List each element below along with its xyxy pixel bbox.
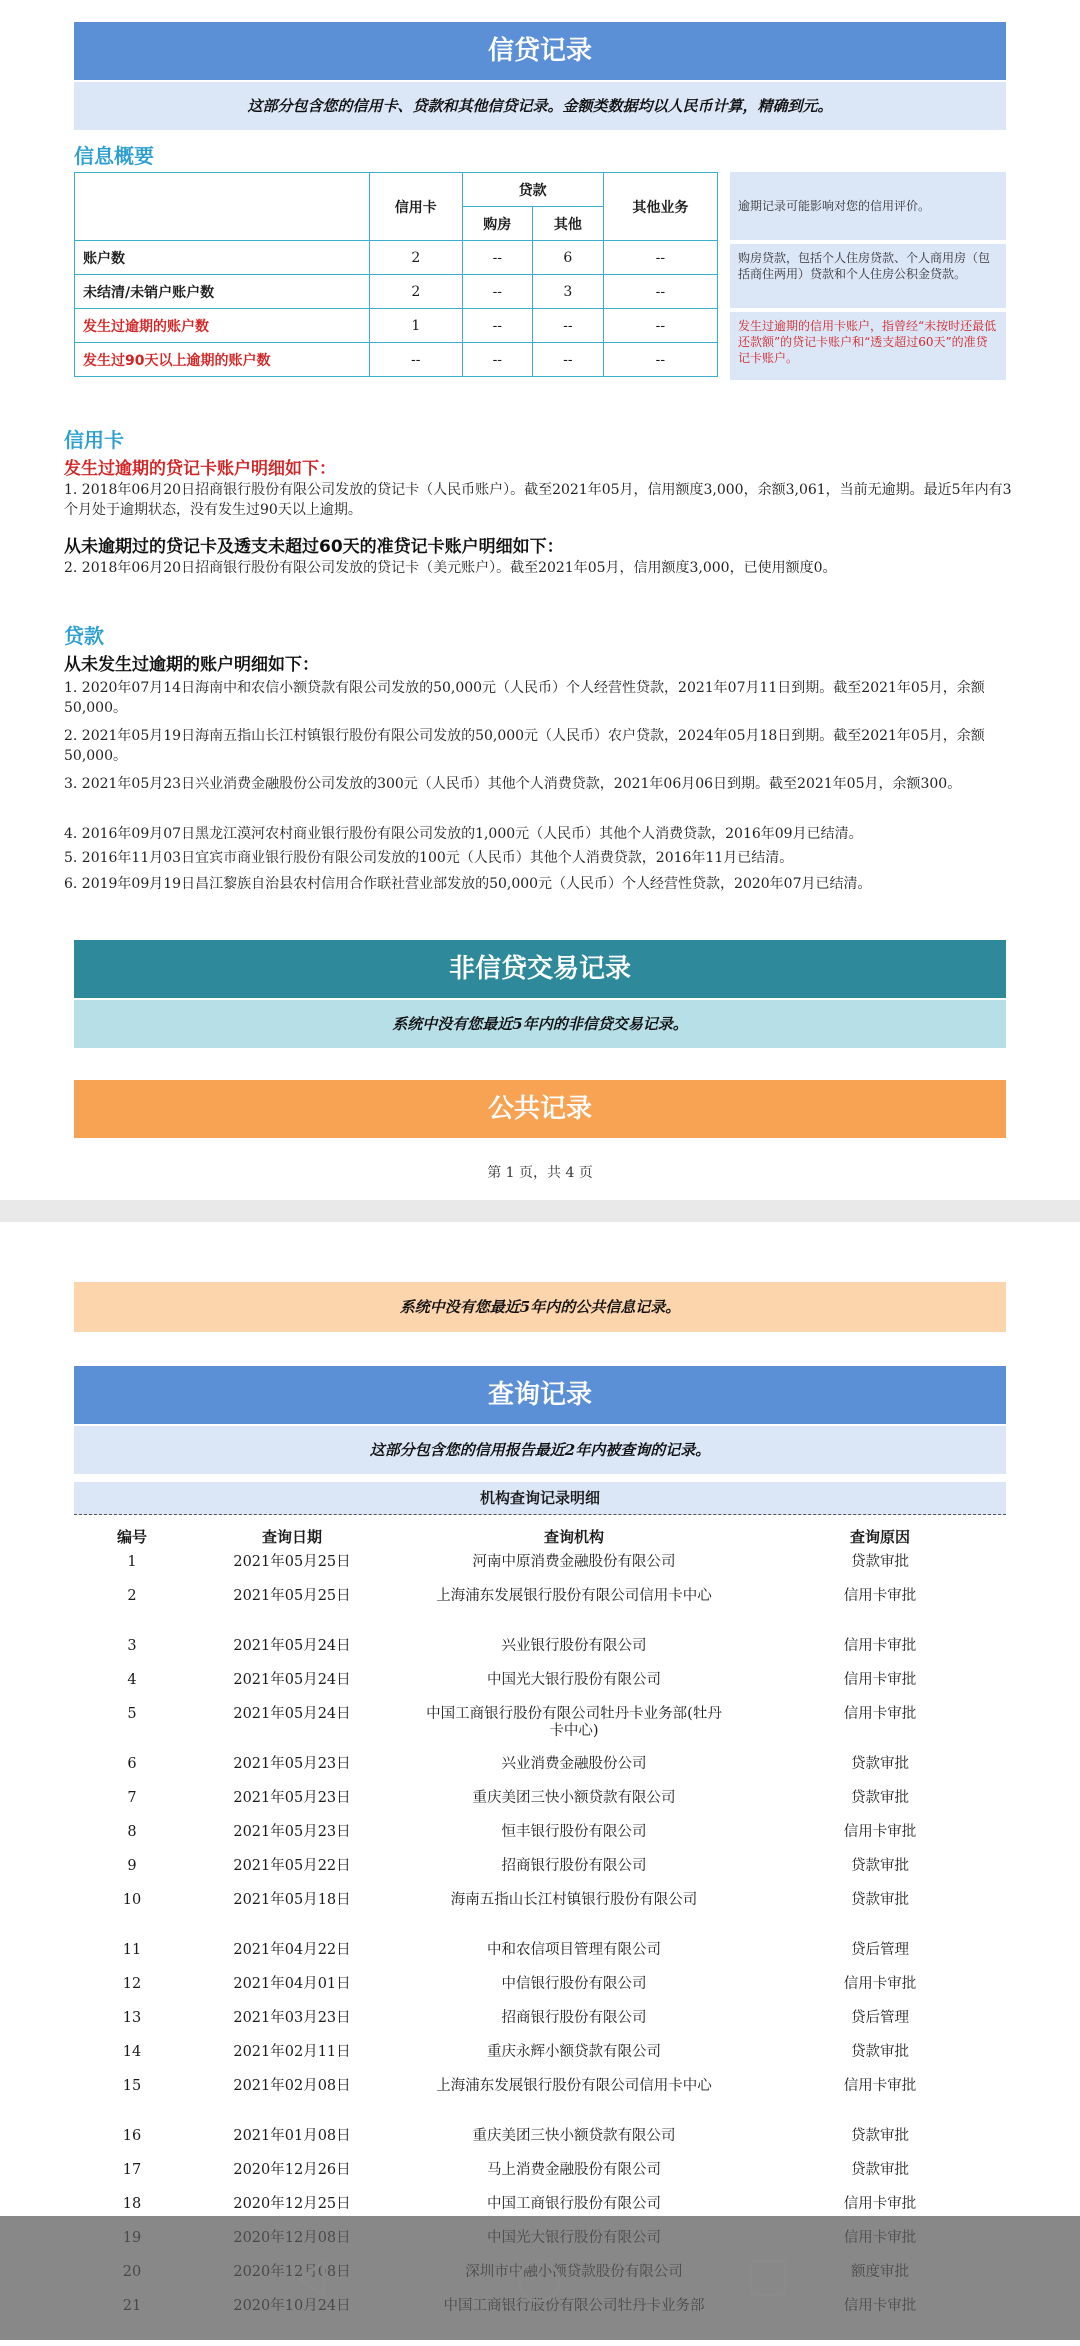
cell-date: 2021年05月23日 [233,1756,351,1772]
cell-institution: 恒丰银行股份有限公司 [501,1824,647,1840]
header-loan: 贷款 [462,173,603,207]
loan-item-6: 6. 2019年09月19日昌江黎族自治县农村信用合作联社营业部发放的50,000元（人民币）个人经营性贷款，2020年07月已结清。 [64,876,872,892]
cc-item-1: 1. 2018年06月20日招商银行股份有限公司发放的贷记卡（人民币账户）。截至2021年05月，信用额度3,000，余额3,061，当前无逾期。最近5年内有3个月处于逾期状态，没有发生过90天以上逾期。 [64,482,1012,518]
cell-institution: 中和农信项目管理有限公司 [487,1942,661,1958]
cell-house: -- [462,275,533,309]
cell-institution: 河南中原消费金融股份有限公司 [472,1554,676,1570]
cell-date: 2021年05月24日 [233,1638,351,1654]
cell-institution: 上海浦东发展银行股份有限公司信用卡中心 [436,1588,712,1604]
row-label: 发生过逾期的账户数 [75,309,370,343]
cell-reason: 信用卡审批 [843,1824,917,1840]
overview-table [74,172,718,377]
cell-number: 10 [122,1892,142,1908]
cell-number: 6 [127,1756,137,1772]
table-row [74,1754,1006,1788]
query-records-subtitle: 这部分包含您的信用报告最近2年内被查询的记录。 [74,1426,1006,1474]
cc-item-2: 2. 2018年06月20日招商银行股份有限公司发放的贷记卡（美元账户）。截至2021年05月，信用额度3,000，已使用额度0。 [64,560,837,576]
cell-other: 6 [533,241,604,275]
table-row [75,309,718,343]
table-row [74,2126,1006,2160]
cell-institution: 中信银行股份有限公司 [501,1976,647,1992]
cc-overdue-heading: 发生过逾期的贷记卡账户明细如下： [64,459,336,479]
loan-section-title: 贷款 [64,624,104,648]
table-row [74,1974,1006,2008]
cell-other-business: -- [603,275,717,309]
cell-date: 2021年05月24日 [233,1672,351,1688]
cell-other-business: -- [603,309,717,343]
cell-reason: 信用卡审批 [843,1706,917,1722]
cell-date: 2021年04月22日 [233,1942,351,1958]
cell-reason: 信用卡审批 [843,1976,917,1992]
query-records-title: 查询记录 [74,1366,1006,1424]
recent-apps-icon[interactable] [748,2258,788,2298]
table-row [74,1704,1006,1754]
table-row [74,1586,1006,1636]
cell-reason: 贷款审批 [851,2162,909,2178]
cell-reason: 信用卡审批 [843,1638,917,1654]
cell-reason: 贷款审批 [851,1858,909,1874]
credit-records-subtitle: 这部分包含您的信用卡、贷款和其他信贷记录。金额类数据均以人民币计算，精确到元。 [74,82,1006,130]
header-number: 编号 [116,1527,147,1546]
back-icon[interactable] [292,2258,334,2300]
cell-date: 2021年05月22日 [233,1858,351,1874]
cell-other: -- [533,309,604,343]
cell-institution: 马上消费金融股份有限公司 [487,2162,661,2178]
loan-item-3: 3. 2021年05月23日兴业消费金融股份公司发放的300元（人民币）其他个人消费贷款，2021年06月06日到期。截至2021年05月，余额300。 [64,776,962,792]
cell-date: 2021年02月08日 [233,2078,351,2094]
note-overdue-impact: 逾期记录可能影响对您的信用评价。 [730,172,1006,240]
cell-other-business: -- [603,343,717,377]
cell-date: 2021年05月18日 [233,1892,351,1908]
table-row [75,343,718,377]
cell-date: 2021年01月08日 [233,2128,351,2144]
table-row [74,1636,1006,1670]
noncredit-subtitle: 系统中没有您最近5年内的非信贷交易记录。 [74,1000,1006,1048]
cell-number: 18 [122,2196,142,2212]
loan-heading: 从未发生过逾期的账户明细如下： [64,655,319,675]
cell-number: 17 [122,2162,142,2178]
cell-house: -- [462,241,533,275]
cell-reason: 贷款审批 [851,1790,909,1806]
table-row [74,1788,1006,1822]
header-house: 购房 [462,207,533,241]
cell-other: -- [533,343,604,377]
cell-credit-card: 1 [370,309,462,343]
header-institution: 查询机构 [543,1527,604,1546]
overview-title: 信息概要 [74,144,154,168]
cell-number: 13 [122,2010,142,2026]
cell-date: 2021年05月24日 [233,1706,351,1722]
row-label: 发生过90天以上逾期的账户数 [75,343,370,377]
cell-institution: 招商银行股份有限公司 [501,1858,647,1874]
cell-number: 2 [127,1588,137,1604]
cell-number: 9 [127,1858,137,1874]
public-records-subtitle: 系统中没有您最近5年内的公共信息记录。 [74,1282,1006,1332]
cell-institution: 重庆美团三快小额贷款有限公司 [472,2128,676,2144]
note-overdue-card: 发生过逾期的信用卡账户，指曾经“未按时还最低还款额”的贷记卡账户和“透支超过60天”的准贷记卡账户。 [730,312,1006,380]
table-row [74,1552,1006,1586]
page-separator [0,1200,1080,1222]
cell-reason: 贷款审批 [851,1892,909,1908]
cell-institution: 招商银行股份有限公司 [501,2010,647,2026]
cell-house: -- [462,309,533,343]
query-table-header [74,1520,1006,1552]
row-label: 账户数 [75,241,370,275]
header-credit-card: 信用卡 [370,173,462,241]
table-row [74,2042,1006,2076]
home-icon[interactable] [516,2258,562,2304]
loan-item-5: 5. 2016年11月03日宜宾市商业银行股份有限公司发放的100元（人民币）其他个人消费贷款，2016年11月已结清。 [64,850,794,866]
noncredit-title: 非信贷交易记录 [74,940,1006,998]
cell-institution: 中国工商银行股份有限公司牡丹卡业务部(牡丹卡中心) [426,1706,722,1739]
table-row [74,1856,1006,1890]
cell-number: 8 [127,1824,137,1840]
cell-reason: 贷款审批 [851,1554,909,1570]
cell-institution: 上海浦东发展银行股份有限公司信用卡中心 [436,2078,712,2094]
credit-card-section-title: 信用卡 [64,428,124,452]
cell-reason: 信用卡审批 [843,1672,917,1688]
cell-date: 2021年02月11日 [233,2044,351,2060]
cell-institution: 兴业消费金融股份公司 [501,1756,647,1772]
cell-institution: 重庆永辉小额贷款有限公司 [487,2044,661,2060]
cell-number: 4 [127,1672,137,1688]
cell-number: 5 [127,1706,137,1722]
cell-number: 16 [122,2128,142,2144]
cell-reason: 信用卡审批 [843,2078,917,2094]
public-records-title: 公共记录 [74,1080,1006,1138]
system-nav-bar [0,2216,1080,2340]
table-row [74,2008,1006,2042]
cell-institution: 兴业银行股份有限公司 [501,1638,647,1654]
cell-date: 2021年05月25日 [233,1588,351,1604]
cell-date: 2020年12月26日 [233,2162,351,2178]
table-row [74,1822,1006,1856]
cell-number: 7 [127,1790,137,1806]
cell-other-business: -- [603,241,717,275]
cell-date: 2020年12月25日 [233,2196,351,2212]
header-other: 其他 [533,207,604,241]
cell-reason: 贷后管理 [851,2010,909,2026]
cell-house: -- [462,343,533,377]
cell-number: 14 [122,2044,142,2060]
cell-other: 3 [533,275,604,309]
cell-institution: 重庆美团三快小额贷款有限公司 [472,1790,676,1806]
table-row [74,1940,1006,1974]
cell-credit-card: -- [370,343,462,377]
cell-number: 1 [127,1554,137,1570]
table-corner [75,173,370,241]
cell-reason: 贷款审批 [851,2128,909,2144]
cell-date: 2021年05月25日 [233,1554,351,1570]
cell-number: 3 [127,1638,137,1654]
cell-institution: 海南五指山长江村镇银行股份有限公司 [450,1892,698,1908]
header-other-business: 其他业务 [603,173,717,241]
cell-reason: 贷后管理 [851,1942,909,1958]
table-row [74,2076,1006,2126]
cell-number: 15 [122,2078,142,2094]
page-number: 第 1 页，共 4 页 [487,1165,593,1181]
query-table-title: 机构查询记录明细 [74,1482,1006,1515]
cell-date: 2021年03月23日 [233,2010,351,2026]
cc-no-overdue-heading: 从未逾期过的贷记卡及透支未超过60天的准贷记卡账户明细如下： [64,537,564,557]
loan-item-2: 2. 2021年05月19日海南五指山长江村镇银行股份有限公司发放的50,000元（人民币）农户贷款，2024年05月18日到期。截至2021年05月，余额50,000。 [64,728,985,764]
credit-records-title: 信贷记录 [74,22,1006,80]
table-row [74,2160,1006,2194]
table-row [75,275,718,309]
cell-credit-card: 2 [370,275,462,309]
cell-credit-card: 2 [370,241,462,275]
row-label: 未结清/未销户账户数 [75,275,370,309]
cell-date: 2021年04月01日 [233,1976,351,1992]
cell-institution: 中国工商银行股份有限公司 [487,2196,661,2212]
header-date: 查询日期 [261,1527,322,1546]
loan-item-4: 4. 2016年09月07日黑龙江漠河农村商业银行股份有限公司发放的1,000元（人民币）其他个人消费贷款，2016年09月已结清。 [64,826,863,842]
cell-reason: 贷款审批 [851,2044,909,2060]
cell-date: 2021年05月23日 [233,1824,351,1840]
cell-date: 2021年05月23日 [233,1790,351,1806]
cell-reason: 贷款审批 [851,1756,909,1772]
table-row [74,1670,1006,1704]
cell-number: 12 [122,1976,142,1992]
loan-item-1: 1. 2020年07月14日海南中和农信小额贷款有限公司发放的50,000元（人民币）个人经营性贷款，2021年07月11日到期。截至2021年05月，余额50,000。 [64,680,985,716]
cell-reason: 信用卡审批 [843,2196,917,2212]
cell-institution: 中国光大银行股份有限公司 [487,1672,661,1688]
table-row [75,241,718,275]
cell-reason: 信用卡审批 [843,1588,917,1604]
table-row [74,1890,1006,1940]
cell-number: 11 [122,1942,142,1958]
header-reason: 查询原因 [849,1527,910,1546]
note-house-loan: 购房贷款，包括个人住房贷款、个人商用房（包括商住两用）贷款和个人住房公积金贷款。 [730,244,1006,308]
